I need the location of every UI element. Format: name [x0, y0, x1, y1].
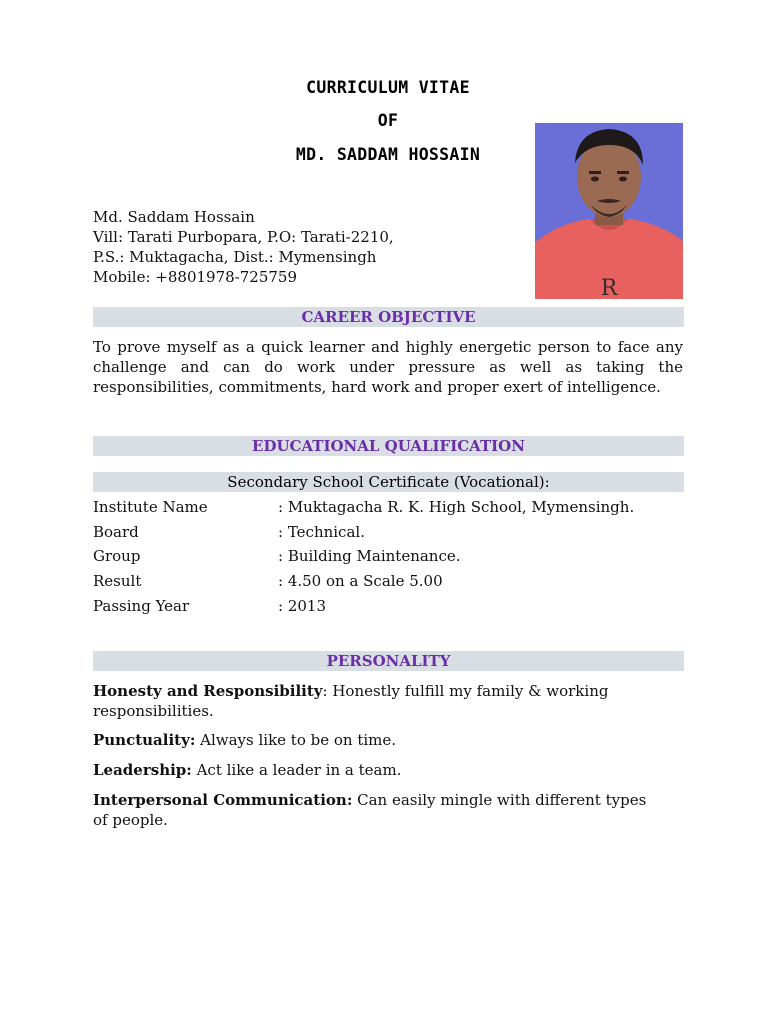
trait-title: Interpersonal Communication:: [93, 791, 353, 809]
trait-title: Leadership:: [93, 761, 192, 779]
edu-label: Board: [93, 522, 139, 541]
trait-text: Act like a leader in a team.: [191, 761, 402, 779]
trait-separator: :: [322, 682, 328, 700]
trait-honesty: [93, 681, 653, 721]
career-objective-heading: CAREER OBJECTIVE: [93, 307, 684, 327]
education-heading: EDUCATIONAL QUALIFICATION: [93, 436, 684, 456]
personality-heading: PERSONALITY: [93, 651, 684, 671]
contact-mobile: Mobile: +8801978-725759: [93, 268, 297, 286]
cv-title-line-3: MD. SADDAM HOSSAIN: [295, 145, 481, 164]
contact-block: [93, 207, 394, 287]
edu-value: : 4.50 on a Scale 5.00: [278, 572, 443, 591]
edu-value: : Building Maintenance.: [278, 547, 461, 566]
education-subheading: Secondary School Certificate (Vocational):: [93, 472, 684, 492]
contact-name: Md. Saddam Hossain: [93, 208, 255, 226]
edu-value: : 2013: [278, 596, 326, 615]
svg-text:R: R: [600, 276, 618, 299]
edu-label: Group: [93, 547, 141, 566]
edu-value: : Technical.: [278, 522, 365, 541]
edu-label: Passing Year: [93, 596, 190, 615]
edu-label: Institute Name: [93, 498, 208, 516]
trait-text: Can easily mingle with different types of people.: [93, 791, 647, 829]
cv-title-line-1: CURRICULUM VITAE: [306, 78, 470, 97]
career-objective-text: To prove myself as a quick learner and highly energetic person to face any challenge and can do work under pressure as well as taking the responsibilities, commitments, hard work and proper exert of intelligence.: [93, 338, 683, 396]
trait-title: Honesty and Responsibility: [93, 682, 323, 700]
trait-text: Always like to be on time.: [195, 731, 397, 749]
profile-photo: [535, 123, 683, 299]
trait-title: Punctuality:: [93, 731, 196, 749]
trait-communication: [93, 790, 653, 830]
edu-value: : Muktagacha R. K. High School, Mymensingh.: [278, 498, 635, 516]
cv-title-line-2: OF: [377, 111, 399, 130]
contact-address-2: P.S.: Muktagacha, Dist.: Mymensingh: [93, 248, 377, 266]
trait-punctuality: [93, 730, 653, 750]
edu-label: Result: [93, 572, 142, 591]
trait-leadership: [93, 760, 653, 780]
contact-address-1: Vill: Tarati Purbopara, P.O: Tarati-2210,: [93, 228, 394, 246]
trait-text: Honestly fulfill my family & working responsibilities.: [93, 682, 609, 720]
